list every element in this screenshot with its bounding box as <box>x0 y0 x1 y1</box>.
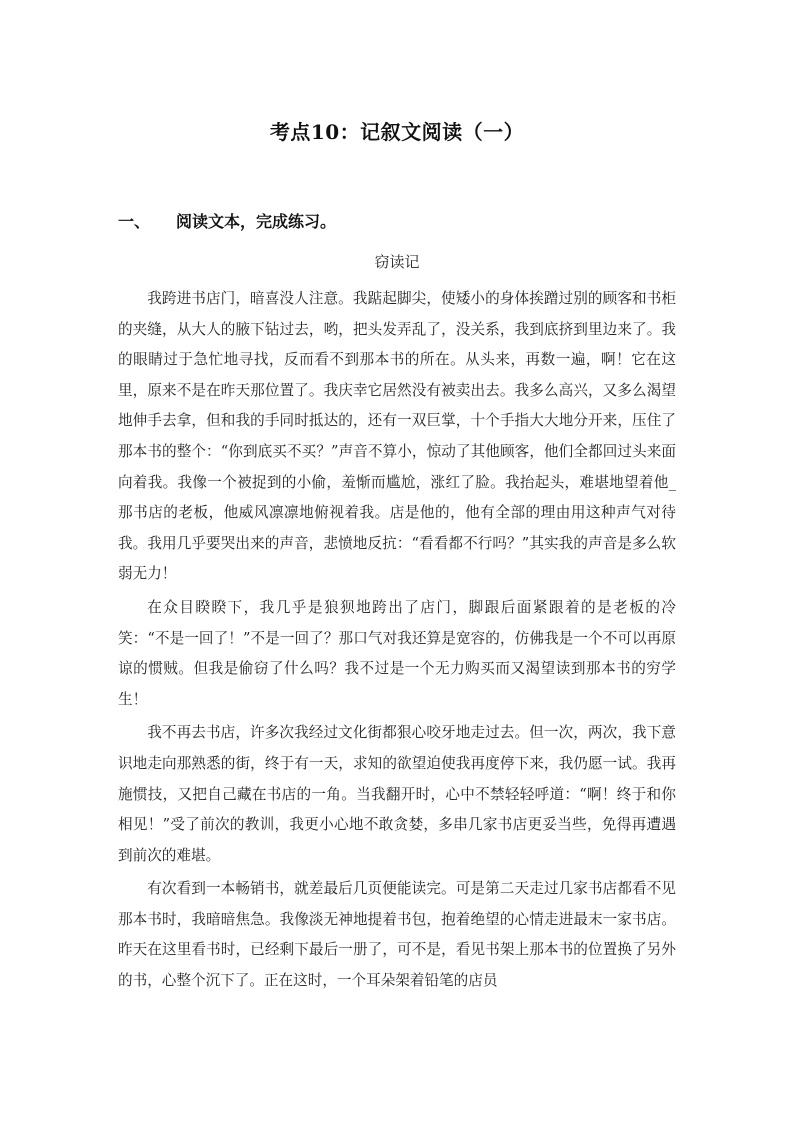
paragraph: 我跨进书店门，暗喜没人注意。我踮起脚尖，使矮小的身体挨蹭过别的顾客和书柜的夹缝，从大人的腋下钻过去，哟，把头发弄乱了，没关系，我到底挤到里边来了。我的眼睛过于急忙地寻找，反而看不到那本书的所在。从头来，再数一遍，啊！它在这里，原来不是在昨天那位置了。我庆幸它居然没有被卖出去。我多么高兴，又多么渴望地伸手去拿，但和我的手同时抵达的，还有一双巨掌，十个手指大大地分开来，压住了那本书的整个：“你到底买不买？”声音不算小，惊动了其他顾客，他们全都回过头来面向着我。我像一个被捉到的小偷，羞惭而尴尬，涨红了脸。我抬起头，难堪地望着他_那书店的老板，他威风凛凛地俯视着我。店是他的，他有全部的理由用这种声气对待我。我用几乎要哭出来的声音，悲愤地反抗：“看看都不行吗？”其实我的声音是多么软弱无力！ <box>118 290 676 583</box>
section-instruction: 阅读文本，完成练习。 <box>176 212 337 231</box>
section-heading <box>118 209 336 232</box>
article-title: 窃读记 <box>374 253 420 271</box>
paragraph: 我不再去书店，许多次我经过文化街都狠心咬牙地走过去。但一次，两次，我下意识地走向那熟悉的街，终于有一天，求知的欲望迫使我再度停下来，我仍愿一试。我再施惯技，又把自己藏在书店的一角。当我翻开时，心中不禁轻轻呼道：“啊！终于和你相见！”受了前次的教训，我更小心地不敢贪婪，多串几家书店更妥当些，免得再遭遇到前次的难堪。 <box>118 724 676 864</box>
paragraph: 在众目睽睽下，我几乎是狼狈地跨出了店门，脚跟后面紧跟着的是老板的冷笑：“不是一回了！”不是一回了？那口气对我还算是宽容的，仿佛我是一个不可以再原谅的惯贼。但我是偷窃了什么吗？我不过是一个无力购买而又渴望读到那本书的穷学生！ <box>118 598 676 708</box>
paragraph: 有次看到一本畅销书，就差最后几页便能读完。可是第二天走过几家书店都看不见那本书时，我暗暗焦急。我像淡无神地提着书包，抱着绝望的心情走进最末一家书店。昨天在这里看书时，已经剩下最后一册了，可不是，看见书架上那本书的位置换了另外的书，心整个沉下了。正在这时，一个耳朵架着铅笔的店员 <box>118 880 676 990</box>
article-body <box>118 284 676 1000</box>
page-title: 考点10：记叙文阅读（一） <box>269 120 525 144</box>
section-number: 一、 <box>118 212 151 231</box>
